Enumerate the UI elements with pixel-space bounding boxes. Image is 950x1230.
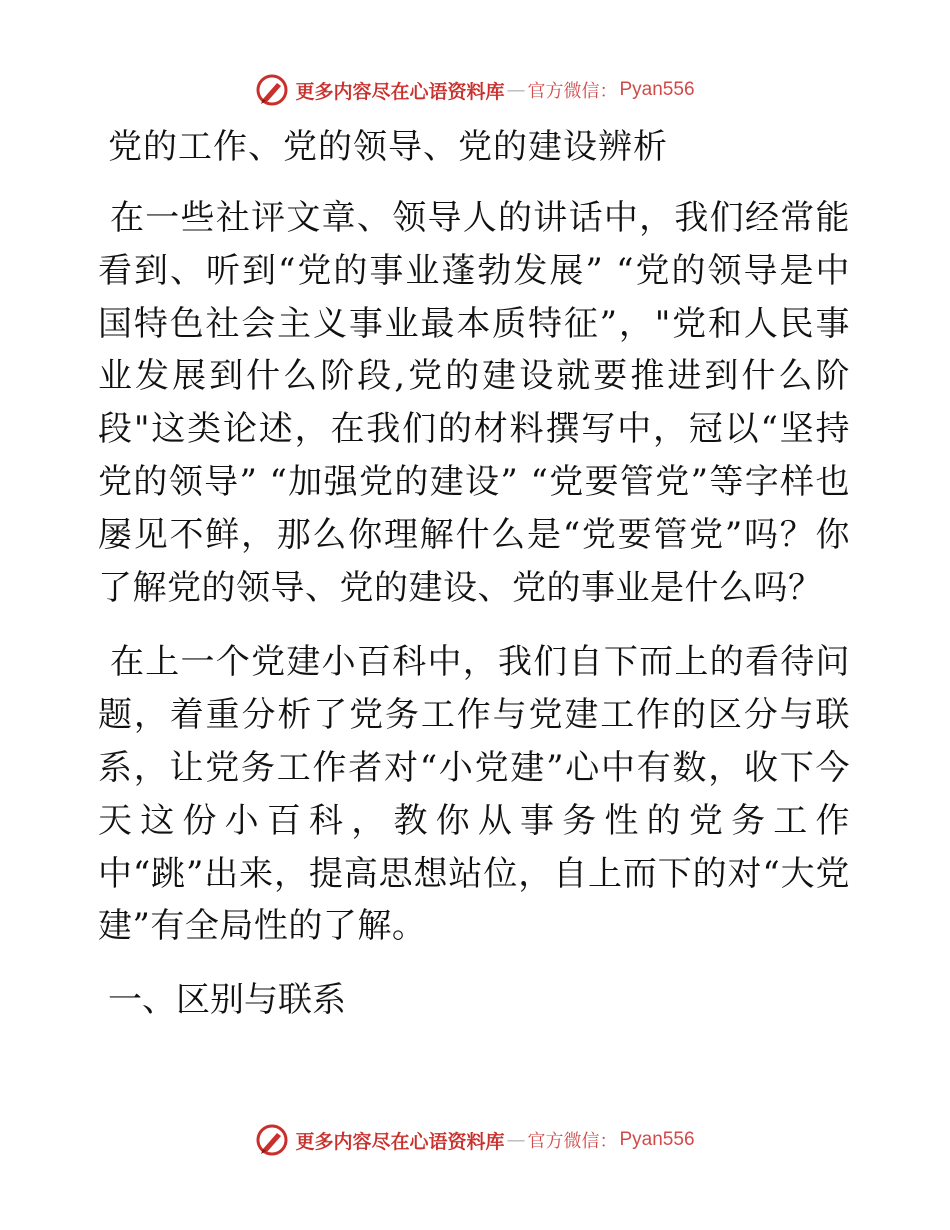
watermark-dash: —	[506, 1129, 526, 1151]
pen-logo-icon	[255, 1123, 289, 1157]
watermark-wechat-label: 官方微信：	[527, 81, 618, 102]
watermark-site-text: 更多内容尽在心语资料库	[295, 80, 505, 103]
document-title: 党的工作、党的领导、党的建设辨析	[108, 127, 668, 167]
section-heading: 一、区别与联系	[108, 980, 346, 1021]
paragraph-background: 在上一个党建小百科中，我们自下而上的看待问题，着重分析了党务工作与党建工作的区分与联系，让党务工作者对“小党建”心中有数，收下今天这份小百科，教你从事务性的党务工作中“跳”出来，提高思想站位，自上而下的对“大党建”有全局性的了解。	[98, 642, 850, 947]
pen-logo-icon	[255, 73, 289, 107]
watermark-wechat-label: 官方微信：	[527, 1131, 618, 1152]
paragraph-intro: 在一些社评文章、领导人的讲话中，我们经常能看到、听到“党的事业蓬勃发展” “党的领导是中国特色社会主义事业最本质特征”，"党和人民事业发展到什么阶段,党的建设就要推进到什么阶段"这类论述，在我们的材料撰写中，冠以“坚持党的领导” “加强党的建设” “党要管党”等字样也屡见不鲜，那么你理解什么是“党要管党”吗？你了解党的领导、党的建设、党的事业是什么吗？	[98, 198, 850, 608]
watermark-dash: —	[506, 79, 526, 101]
watermark-footer	[0, 1120, 950, 1160]
watermark-wechat-id: Pyan556	[619, 79, 695, 100]
watermark-header	[0, 70, 950, 110]
watermark-wechat-id: Pyan556	[619, 1129, 695, 1150]
watermark-site-text: 更多内容尽在心语资料库	[295, 1130, 505, 1153]
document-body	[98, 122, 850, 1025]
